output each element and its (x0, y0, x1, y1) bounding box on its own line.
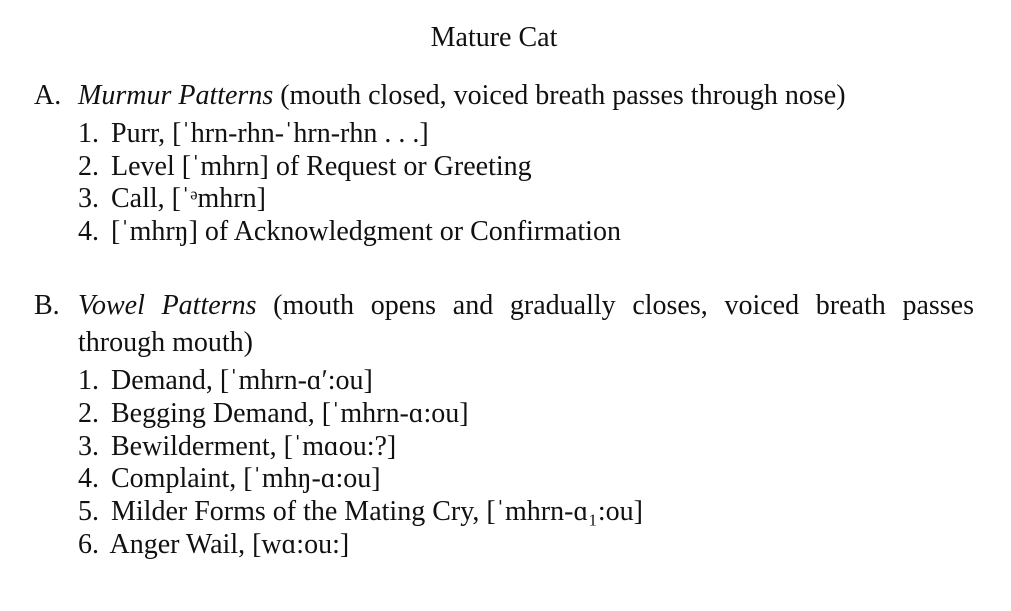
item-number: 2. (78, 150, 99, 182)
item-number: 3. (78, 183, 99, 214)
list-item (78, 398, 974, 431)
section-heading (34, 78, 974, 114)
list-item (78, 529, 974, 562)
item-list (34, 365, 974, 562)
section-description: (mouth closed, voiced breath passes through nose) (273, 80, 846, 111)
item-text: Complaint, [ˈmhŋ-ɑ:ou] (111, 463, 381, 495)
section-heading (34, 287, 974, 361)
item-list (34, 118, 974, 248)
item-number: 2. (78, 397, 99, 429)
page-title: Mature Cat (430, 22, 558, 53)
item-number: 1. (78, 118, 99, 149)
item-number: 6. (78, 528, 99, 560)
item-text: Milder Forms of the Mating Cry, [ˈmhrn-ɑ₁:ou] (111, 496, 643, 528)
list-item (78, 118, 974, 151)
item-number: 4. (78, 215, 99, 247)
list-item (78, 431, 974, 464)
section-description: (mouth opens and gradually closes, voiced breath passes through mouth) (78, 290, 974, 358)
item-number: 4. (78, 463, 99, 495)
section-name: Vowel Patterns (78, 290, 257, 321)
section-murmur-patterns (34, 78, 974, 248)
section-letter: B. (34, 290, 60, 321)
item-text: Begging Demand, [ˈmhrn-ɑ:ou] (111, 397, 469, 429)
list-item (78, 496, 974, 529)
item-text: Bewilderment, [ˈmɑou:?] (111, 430, 397, 462)
section-name: Murmur Patterns (78, 80, 274, 111)
section-vowel-patterns (34, 287, 974, 562)
section-letter: A. (34, 80, 62, 111)
item-number: 1. (78, 365, 99, 396)
list-item (78, 463, 974, 496)
item-number: 3. (78, 430, 99, 462)
list-item (78, 183, 974, 216)
item-text: Demand, [ˈmhrn-ɑʹ:ou] (111, 365, 373, 396)
list-item (78, 216, 974, 249)
item-text: Purr, [ˈhrn-rhn-ˈhrn-rhn . . .] (111, 118, 429, 149)
item-text: [ˈmhrŋ] of Acknowledgment or Confirmation (111, 215, 621, 247)
item-text: Anger Wail, [wɑ:ou:] (109, 528, 350, 560)
item-text: Level [ˈmhrn] of Request or Greeting (111, 150, 532, 182)
item-text: Call, [ˈᵊmhrn] (111, 183, 266, 214)
list-item (78, 365, 974, 398)
list-item (78, 151, 974, 184)
item-number: 5. (78, 496, 99, 528)
